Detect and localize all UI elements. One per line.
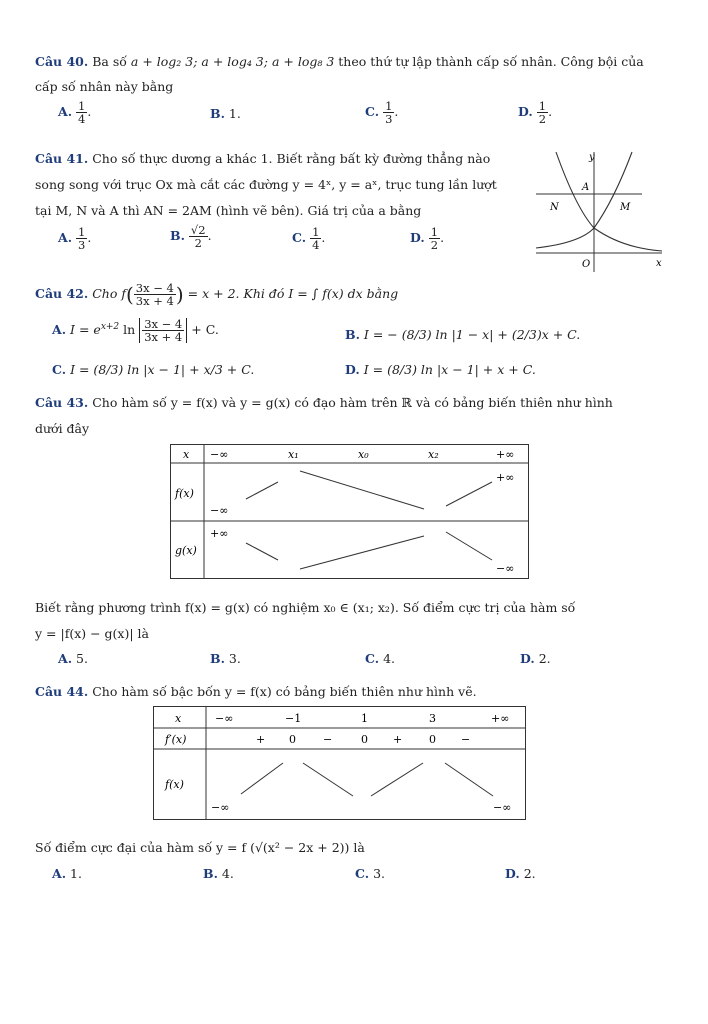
- q42-option-b[interactable]: B. I = − (8/3) ln |1 − x| + (2/3)x + C.: [345, 327, 581, 342]
- svg-text:−∞: −∞: [493, 801, 512, 814]
- q43-option-a[interactable]: A. 5.: [58, 651, 88, 666]
- svg-text:x₂: x₂: [428, 448, 439, 461]
- svg-text:3: 3: [429, 712, 436, 725]
- svg-text:−: −: [323, 733, 333, 746]
- q44-variation-table: [153, 706, 527, 821]
- q43-option-b[interactable]: B. 3.: [210, 651, 241, 666]
- svg-text:+∞: +∞: [496, 471, 515, 484]
- q40-line1: [35, 54, 644, 69]
- q40-text1: Ba số: [92, 54, 127, 69]
- y-label: y: [589, 152, 595, 163]
- svg-text:−∞: −∞: [210, 448, 229, 461]
- q41-option-c[interactable]: C. $\frac{1}{4}$ .: [292, 225, 326, 253]
- svg-text:x: x: [183, 448, 190, 461]
- q42-label: Câu 42.: [35, 286, 89, 302]
- q42-line1: Câu 42. Cho f( $\frac{3x - 4}{3x + 4}$ ) = x + 2. Khi đó I = ∫ f(x) dx bằng: [35, 281, 399, 309]
- q40-option-b[interactable]: B. 1.: [210, 106, 241, 121]
- fraction: $\frac{3x - 4}{3x + 4}$: [135, 281, 174, 309]
- q43-label: Câu 43.: [35, 395, 89, 410]
- q42-option-c[interactable]: C. I = (8/3) ln |x − 1| + x/3 + C.: [52, 362, 255, 377]
- q44-label: Câu 44.: [35, 684, 89, 699]
- svg-text:x₁: x₁: [288, 448, 299, 461]
- q41-option-b[interactable]: B. $\frac{√2}{2}$ .: [170, 223, 212, 251]
- svg-text:−∞: −∞: [210, 504, 229, 517]
- svg-text:−1: −1: [285, 712, 302, 725]
- fraction: $\frac{1}{2}$: [430, 225, 439, 253]
- q44-line2: Số điểm cực đại của hàm số y = f (√(x² − 2x + 2)) là: [35, 840, 365, 855]
- point-m-label: M: [620, 202, 631, 213]
- q40-option-a[interactable]: A. $\frac{1}{4}$ .: [58, 99, 92, 127]
- q43-line1: Câu 43. Cho hàm số y = f(x) và y = g(x) có đạo hàm trên ℝ và có bảng biến thiên như hình: [35, 395, 613, 410]
- svg-text:f(x): f(x): [165, 778, 184, 791]
- q44-option-c[interactable]: C. 3.: [355, 866, 386, 881]
- fraction: $\frac{1}{4}$: [312, 225, 320, 253]
- fraction: $\frac{1}{3}$: [78, 225, 86, 253]
- q43-option-c[interactable]: C. 4.: [365, 651, 396, 666]
- q42-option-a[interactable]: A. $I = e^{x+2}$ ln $\frac{3x - 4}{3x + 4}$ + C.: [52, 317, 219, 345]
- svg-text:+∞: +∞: [210, 527, 229, 540]
- fraction: $\frac{1}{2}$: [538, 99, 547, 127]
- q41-option-a[interactable]: A. $\frac{1}{3}$ .: [58, 225, 92, 253]
- svg-text:−∞: −∞: [215, 712, 234, 725]
- q40-option-c[interactable]: C. $\frac{1}{3}$ .: [365, 99, 399, 127]
- q44-option-d[interactable]: D. 2.: [505, 866, 536, 881]
- svg-text:0: 0: [289, 733, 296, 746]
- curve-ax: [556, 152, 662, 251]
- q41-line3: tại M, N và A thì AN = 2AM (hình vẽ bên). Giá trị của a bằng: [35, 203, 422, 218]
- q41-line2: song song với trục Ox mà cắt các đường y = 4ˣ, y = aˣ, trục tung lần lượt: [35, 177, 497, 192]
- q40-option-d[interactable]: D. $\frac{1}{2}$ .: [518, 99, 553, 127]
- curve-4x: [536, 152, 632, 248]
- q44-option-b[interactable]: B. 4.: [203, 866, 234, 881]
- svg-text:x: x: [175, 712, 182, 725]
- svg-text:+∞: +∞: [496, 448, 515, 461]
- absolute-value: [139, 318, 187, 343]
- fraction: $\frac{3x - 4}{3x + 4}$: [144, 317, 183, 345]
- q43-line3: Biết rằng phương trình f(x) = g(x) có nghiệm x₀ ∈ (x₁; x₂). Số điểm cực trị của hàm số: [35, 600, 576, 615]
- q40-label: Câu 40.: [35, 54, 89, 69]
- fraction: $\frac{1}{3}$: [385, 99, 393, 127]
- svg-text:g(x): g(x): [175, 544, 197, 557]
- origin-label: O: [582, 259, 591, 270]
- q43-variation-table: [170, 444, 530, 580]
- q40-text2: theo thứ tự lập thành cấp số nhân. Công bội của: [338, 54, 644, 69]
- q41-exponential-graph: [532, 148, 667, 274]
- svg-text:−: −: [461, 733, 471, 746]
- q40-line2: cấp số nhân này bằng: [35, 79, 174, 94]
- point-a-label: A: [582, 182, 590, 193]
- svg-text:f′(x): f′(x): [165, 733, 187, 746]
- q42-option-d[interactable]: D. I = (8/3) ln |x − 1| + x + C.: [345, 362, 536, 377]
- svg-text:+: +: [393, 733, 403, 746]
- svg-text:0: 0: [429, 733, 436, 746]
- q43-line2: dưới đây: [35, 421, 90, 436]
- fraction: $\frac{√2}{2}$: [190, 223, 206, 251]
- q44-option-a[interactable]: A. 1.: [52, 866, 82, 881]
- svg-text:0: 0: [361, 733, 368, 746]
- svg-text:−∞: −∞: [211, 801, 230, 814]
- fraction: $\frac{1}{4}$: [78, 99, 86, 127]
- x-label: x: [656, 258, 662, 269]
- q43-option-d[interactable]: D. 2.: [520, 651, 551, 666]
- svg-text:+: +: [256, 733, 266, 746]
- q41-line1: Câu 41. Cho số thực dương a khác 1. Biết rằng bất kỳ đường thẳng nào: [35, 151, 491, 166]
- svg-text:1: 1: [361, 712, 368, 725]
- q40-expr: a + log₂ 3; a + log₄ 3; a + log₈ 3: [130, 54, 335, 69]
- svg-text:x₀: x₀: [358, 448, 369, 461]
- point-n-label: N: [550, 202, 559, 213]
- q41-label: Câu 41.: [35, 151, 89, 166]
- svg-text:−∞: −∞: [496, 562, 515, 575]
- q44-line1: Câu 44. Cho hàm số bậc bốn y = f(x) có bảng biến thiên như hình vẽ.: [35, 684, 477, 699]
- q41-option-d[interactable]: D. $\frac{1}{2}$ .: [410, 225, 445, 253]
- q43-line4: y = |f(x) − g(x)| là: [35, 626, 149, 641]
- svg-text:f(x): f(x): [175, 487, 194, 500]
- svg-text:+∞: +∞: [491, 712, 510, 725]
